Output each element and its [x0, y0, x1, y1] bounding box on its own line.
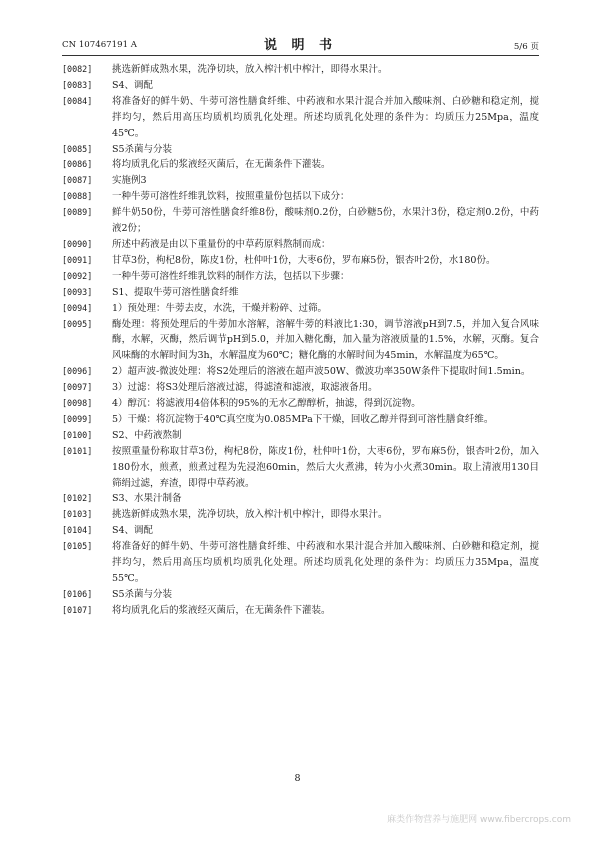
header-rule: [62, 55, 539, 56]
paragraph: [62, 157, 539, 173]
paragraph-text: 3）过滤：将S3处理后溶液过滤，得滤渣和滤液，取滤液备用。: [112, 382, 378, 394]
paragraph-number: [0102]: [62, 493, 93, 504]
paragraph-text: S4、调配: [112, 79, 154, 91]
paragraph-text: 按照重量份称取甘草3份，枸杞8份，陈皮1份，杜仲叶1份，大枣6份，罗布麻5份，银杏叶2份，加入180份水，煎煮，煎煮过程为先浸泡60min，然后大火煮沸，转为小火煮30min。取上清液用130目筛绢过滤，弃渣，即得中草药液。: [112, 445, 539, 489]
paragraph: [62, 62, 539, 78]
paragraph-text: 2）超声波-微波处理：将S2处理后的溶液在超声波50W、微波功率350W条件下提取时间1.5min。: [112, 366, 531, 378]
page-indicator: 5/6 页: [513, 42, 539, 52]
paragraph-text: 将均质乳化后的浆液经灭菌后，在无菌条件下灌装。: [112, 159, 331, 171]
paragraph: [62, 78, 539, 94]
paragraph-number: [0082]: [62, 64, 93, 74]
watermark-text: 麻类作物营养与施肥网 www.fibercrops.com: [387, 815, 571, 825]
paragraph-number: [0094]: [62, 302, 93, 313]
paragraph-text: 甘草3份，枸杞8份，陈皮1份，杜仲叶1份，大枣6份，罗布麻5份，银杏叶2份，水180份。: [112, 254, 496, 266]
paragraph-number: [0097]: [62, 382, 93, 393]
paragraph-text: 5）干燥：将沉淀物于40℃真空度为0.085MPa下干燥，回收乙醇并得到可溶性膳食纤维。: [112, 413, 494, 425]
paragraph-text: S4、调配: [112, 525, 154, 537]
paragraph-text: 一种牛蒡可溶性纤维乳饮料，按照重量份包括以下成分：: [112, 191, 350, 203]
paragraph: [62, 491, 539, 507]
paragraph-number: [0089]: [62, 207, 93, 218]
paragraph-number: [0104]: [62, 525, 93, 536]
paragraph-text: 将准备好的鲜牛奶、牛蒡可溶性膳食纤维、中药液和水果汁混合并加入酸味剂、白砂糖和稳定剂，搅拌均匀，然后用高压均质机均质乳化处理。所述均质乳化处理的条件为：均质压力35Mpa，温度55℃。: [112, 541, 539, 584]
paragraph: [62, 380, 539, 396]
paragraph: [62, 539, 539, 587]
paragraph: [62, 587, 539, 603]
paragraph: [62, 317, 539, 365]
paragraph-number: [0106]: [62, 588, 93, 599]
paragraph-number: [0101]: [62, 445, 93, 456]
paragraph: [62, 301, 539, 317]
paragraph-number: [0103]: [62, 509, 93, 520]
paragraph-number: [0107]: [62, 604, 93, 615]
paragraph: [62, 142, 539, 158]
paragraph-text: 挑选新鲜成熟水果，洗净切块，放入榨汁机中榨汁，即得水果汁。: [112, 509, 388, 521]
paragraph: [62, 444, 539, 492]
paragraph-text: 所述中药液是由以下重量份的中草药原料熬制而成：: [112, 238, 331, 250]
patent-number: CN 107467191 A: [62, 40, 137, 50]
paragraph-number: [0086]: [62, 159, 93, 170]
paragraph-text: 一种牛蒡可溶性纤维乳饮料的制作方法，包括以下步骤：: [112, 270, 350, 282]
paragraph-text: S5杀菌与分装: [112, 588, 173, 600]
paragraph-number: [0090]: [62, 238, 93, 249]
paragraph-number: [0095]: [62, 318, 93, 329]
paragraph-number: [0096]: [62, 366, 93, 377]
paragraph-number: [0091]: [62, 254, 93, 265]
paragraph: [62, 237, 539, 253]
paragraph: [62, 603, 539, 619]
paragraph: [62, 396, 539, 412]
paragraph: [62, 173, 539, 189]
paragraph: [62, 412, 539, 428]
page-number: 8: [294, 773, 301, 784]
paragraph: [62, 94, 539, 142]
paragraph-text: S5杀菌与分装: [112, 143, 173, 155]
paragraph-text: 将均质乳化后的浆液经灭菌后，在无菌条件下灌装。: [112, 604, 331, 616]
paragraph: [62, 428, 539, 444]
paragraph-number: [0087]: [62, 175, 93, 186]
paragraph: [62, 507, 539, 523]
paragraph: [62, 269, 539, 285]
paragraph-number: [0083]: [62, 79, 93, 90]
paragraph: [62, 205, 539, 237]
paragraph-text: 1）预处理：牛蒡去皮，水洗，干燥并粉碎、过筛。: [112, 302, 328, 314]
document-body: [62, 62, 539, 619]
paragraph-number: [0099]: [62, 413, 93, 424]
paragraph-text: 4）醇沉：将滤液用4倍体积的95%的无水乙醇醇析，抽滤，得到沉淀物。: [112, 398, 421, 410]
paragraph: [62, 523, 539, 539]
paragraph: [62, 189, 539, 205]
paragraph-number: [0098]: [62, 398, 93, 409]
paragraph-text: S3、水果汁制备: [112, 493, 182, 505]
paragraph-text: S1、提取牛蒡可溶性膳食纤维: [112, 286, 239, 298]
paragraph: [62, 285, 539, 301]
paragraph-text: S2、中药液熬制: [112, 429, 182, 441]
paragraph-number: [0084]: [62, 95, 93, 106]
paragraph: [62, 253, 539, 269]
paragraph-text: 鲜牛奶50份，牛蒡可溶性膳食纤维8份，酸味剂0.2份，白砂糖5份，水果汁3份，稳定剂0.2份，中药液2份；: [112, 207, 539, 235]
paragraph: [62, 364, 539, 380]
paragraph-number: [0085]: [62, 143, 93, 154]
paragraph-number: [0088]: [62, 191, 93, 202]
paragraph-number: [0105]: [62, 541, 93, 552]
paragraph-text: 实施例3: [112, 175, 147, 187]
paragraph-text: 将准备好的鲜牛奶、牛蒡可溶性膳食纤维、中药液和水果汁混合并加入酸味剂、白砂糖和稳定剂，搅拌均匀，然后用高压均质机均质乳化处理。所述均质乳化处理的条件为：均质压力25Mpa，温度45℃。: [112, 95, 539, 139]
page-header: [62, 36, 539, 54]
document-title: 说 明 书: [263, 38, 338, 53]
paragraph-number: [0100]: [62, 429, 93, 440]
paragraph-number: [0093]: [62, 286, 93, 297]
paragraph-number: [0092]: [62, 270, 93, 281]
paragraph-text: 挑选新鲜成熟水果，洗净切块，放入榨汁机中榨汁，即得水果汁。: [112, 64, 388, 75]
paragraph-text: 酶处理：将预处理后的牛蒡加水溶解，溶解牛蒡的料液比1:30，调节溶液pH到7.5，并加入复合风味酶，水解，灭酶，然后调节pH到5.0，并加入糖化酶，加入量为溶液质量的1.5%，水解，灭酶。复合风味酶的水解时间为3h，水解温度为60℃；糖化酶的水解时间为45min，水解温度为65℃。: [112, 318, 539, 362]
